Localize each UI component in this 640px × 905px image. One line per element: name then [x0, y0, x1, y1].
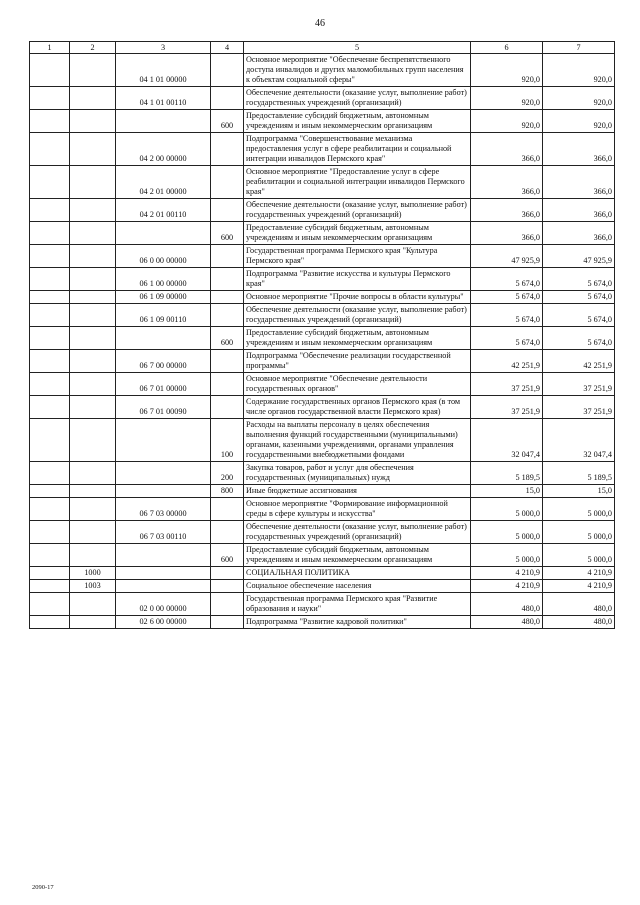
cell-c6: 366,0 — [471, 166, 543, 199]
table-row — [30, 485, 615, 498]
cell-c5: Основное мероприятие "Прочие вопросы в области культуры" — [244, 291, 471, 304]
cell-c1 — [30, 462, 70, 485]
cell-c5: Основное мероприятие "Предоставление услуг в сфере реабилитации и социальной интеграции инвалидов Пермского края" — [244, 166, 471, 199]
cell-c6: 5 000,0 — [471, 544, 543, 567]
cell-c2 — [70, 521, 116, 544]
cell-c2 — [70, 419, 116, 462]
cell-c7: 366,0 — [543, 133, 615, 166]
cell-c5: Подпрограмма "Развитие искусства и культуры Пермского края" — [244, 268, 471, 291]
footer-code: 2090-17 — [32, 884, 54, 891]
table-row — [30, 350, 615, 373]
cell-c1 — [30, 133, 70, 166]
cell-c4: 800 — [211, 485, 244, 498]
cell-c6: 47 925,9 — [471, 245, 543, 268]
cell-c5: Основное мероприятие "Формирование информационной среды в сфере культуры и искусства" — [244, 498, 471, 521]
cell-c7: 5 674,0 — [543, 291, 615, 304]
cell-c1 — [30, 291, 70, 304]
cell-c5: Подпрограмма "Обеспечение реализации государственной программы" — [244, 350, 471, 373]
table-body — [30, 54, 615, 629]
cell-c1 — [30, 544, 70, 567]
cell-c7: 480,0 — [543, 593, 615, 616]
cell-c3 — [116, 567, 211, 580]
page-number: 46 — [315, 18, 325, 29]
table-row — [30, 593, 615, 616]
table-row — [30, 567, 615, 580]
cell-c2 — [70, 373, 116, 396]
cell-c2 — [70, 327, 116, 350]
cell-c5: Расходы на выплаты персоналу в целях обеспечения выполнения функций государственными (муниципальными) органами, казенными учреждениями, органами управления государственными внебюджетными фондами — [244, 419, 471, 462]
cell-c6: 920,0 — [471, 54, 543, 87]
cell-c6: 15,0 — [471, 485, 543, 498]
cell-c7: 47 925,9 — [543, 245, 615, 268]
cell-c4 — [211, 373, 244, 396]
header-col-2: 2 — [70, 42, 116, 54]
cell-c3: 06 1 00 00000 — [116, 268, 211, 291]
cell-c7: 37 251,9 — [543, 396, 615, 419]
cell-c4 — [211, 54, 244, 87]
cell-c7: 4 210,9 — [543, 580, 615, 593]
cell-c2 — [70, 54, 116, 87]
cell-c5: Подпрограмма "Совершенствование механизма предоставления услуг в сфере реабилитации и социальной интеграции инвалидов Пермского края" — [244, 133, 471, 166]
cell-c4: 600 — [211, 222, 244, 245]
cell-c4 — [211, 304, 244, 327]
cell-c2 — [70, 110, 116, 133]
table-row — [30, 110, 615, 133]
cell-c5: Социальное обеспечение населения — [244, 580, 471, 593]
cell-c2 — [70, 462, 116, 485]
cell-c6: 5 189,5 — [471, 462, 543, 485]
cell-c6: 42 251,9 — [471, 350, 543, 373]
cell-c2 — [70, 544, 116, 567]
cell-c3: 02 0 00 00000 — [116, 593, 211, 616]
cell-c3: 02 6 00 00000 — [116, 616, 211, 629]
cell-c5: Закупка товаров, работ и услуг для обеспечения государственных (муниципальных) нужд — [244, 462, 471, 485]
cell-c1 — [30, 521, 70, 544]
header-col-3: 3 — [116, 42, 211, 54]
cell-c7: 480,0 — [543, 616, 615, 629]
header-col-7: 7 — [543, 42, 615, 54]
cell-c1 — [30, 87, 70, 110]
cell-c6: 920,0 — [471, 87, 543, 110]
cell-c1 — [30, 327, 70, 350]
cell-c3 — [116, 462, 211, 485]
cell-c2 — [70, 485, 116, 498]
cell-c2 — [70, 304, 116, 327]
cell-c1 — [30, 166, 70, 199]
cell-c4: 600 — [211, 327, 244, 350]
cell-c2 — [70, 291, 116, 304]
cell-c4 — [211, 567, 244, 580]
cell-c3: 04 1 01 00110 — [116, 87, 211, 110]
cell-c3: 06 7 01 00090 — [116, 396, 211, 419]
cell-c4: 200 — [211, 462, 244, 485]
cell-c2 — [70, 350, 116, 373]
cell-c6: 5 674,0 — [471, 327, 543, 350]
cell-c5: Предоставление субсидий бюджетным, автономным учреждениям и иным некоммерческим организациям — [244, 110, 471, 133]
table-row — [30, 304, 615, 327]
cell-c2 — [70, 199, 116, 222]
cell-c1 — [30, 485, 70, 498]
cell-c3: 04 1 01 00000 — [116, 54, 211, 87]
cell-c7: 32 047,4 — [543, 419, 615, 462]
table-row — [30, 616, 615, 629]
cell-c7: 5 000,0 — [543, 544, 615, 567]
table-row — [30, 373, 615, 396]
table-row — [30, 166, 615, 199]
cell-c3 — [116, 419, 211, 462]
cell-c3 — [116, 327, 211, 350]
cell-c4 — [211, 245, 244, 268]
cell-c1 — [30, 373, 70, 396]
table-row — [30, 199, 615, 222]
table-row — [30, 268, 615, 291]
cell-c3: 06 7 00 00000 — [116, 350, 211, 373]
cell-c2 — [70, 222, 116, 245]
cell-c4 — [211, 498, 244, 521]
cell-c5: Государственная программа Пермского края "Культура Пермского края" — [244, 245, 471, 268]
cell-c4 — [211, 199, 244, 222]
header-col-1: 1 — [30, 42, 70, 54]
cell-c5: Содержание государственных органов Пермского края (в том числе органов государственной власти Пермского края) — [244, 396, 471, 419]
table-row — [30, 54, 615, 87]
cell-c4 — [211, 521, 244, 544]
cell-c1 — [30, 567, 70, 580]
budget-table — [29, 41, 615, 629]
cell-c3: 06 1 09 00000 — [116, 291, 211, 304]
cell-c2 — [70, 396, 116, 419]
cell-c4: 600 — [211, 110, 244, 133]
cell-c5: СОЦИАЛЬНАЯ ПОЛИТИКА — [244, 567, 471, 580]
cell-c7: 5 000,0 — [543, 521, 615, 544]
header-col-5: 5 — [244, 42, 471, 54]
cell-c7: 37 251,9 — [543, 373, 615, 396]
table-row — [30, 245, 615, 268]
table-row — [30, 133, 615, 166]
cell-c3: 06 0 00 00000 — [116, 245, 211, 268]
cell-c1 — [30, 350, 70, 373]
cell-c6: 366,0 — [471, 133, 543, 166]
cell-c2 — [70, 87, 116, 110]
cell-c6: 37 251,9 — [471, 396, 543, 419]
cell-c6: 32 047,4 — [471, 419, 543, 462]
cell-c1 — [30, 616, 70, 629]
cell-c6: 5 674,0 — [471, 268, 543, 291]
cell-c7: 42 251,9 — [543, 350, 615, 373]
cell-c5: Предоставление субсидий бюджетным, автономным учреждениям и иным некоммерческим организациям — [244, 222, 471, 245]
cell-c3 — [116, 544, 211, 567]
cell-c4 — [211, 87, 244, 110]
table-row — [30, 580, 615, 593]
cell-c1 — [30, 199, 70, 222]
cell-c4 — [211, 593, 244, 616]
cell-c1 — [30, 54, 70, 87]
cell-c1 — [30, 419, 70, 462]
cell-c3: 04 2 00 00000 — [116, 133, 211, 166]
cell-c4 — [211, 616, 244, 629]
cell-c2 — [70, 593, 116, 616]
cell-c6: 366,0 — [471, 199, 543, 222]
cell-c4 — [211, 166, 244, 199]
cell-c5: Обеспечение деятельности (оказание услуг, выполнение работ) государственных учреждений (организаций) — [244, 199, 471, 222]
cell-c4 — [211, 268, 244, 291]
cell-c5: Основное мероприятие "Обеспечение деятельности государственных органов" — [244, 373, 471, 396]
cell-c4: 600 — [211, 544, 244, 567]
cell-c5: Обеспечение деятельности (оказание услуг, выполнение работ) государственных учреждений (организаций) — [244, 304, 471, 327]
cell-c4 — [211, 133, 244, 166]
cell-c4 — [211, 580, 244, 593]
cell-c1 — [30, 268, 70, 291]
table-row — [30, 498, 615, 521]
cell-c1 — [30, 304, 70, 327]
cell-c2 — [70, 133, 116, 166]
cell-c6: 920,0 — [471, 110, 543, 133]
table-row — [30, 462, 615, 485]
cell-c4 — [211, 350, 244, 373]
header-col-6: 6 — [471, 42, 543, 54]
table-row — [30, 396, 615, 419]
cell-c7: 4 210,9 — [543, 567, 615, 580]
cell-c2: 1003 — [70, 580, 116, 593]
table-row — [30, 222, 615, 245]
cell-c2 — [70, 498, 116, 521]
cell-c6: 5 674,0 — [471, 291, 543, 304]
cell-c3 — [116, 485, 211, 498]
cell-c7: 920,0 — [543, 110, 615, 133]
table-row — [30, 327, 615, 350]
cell-c3: 06 7 01 00000 — [116, 373, 211, 396]
cell-c3: 06 7 03 00000 — [116, 498, 211, 521]
cell-c7: 15,0 — [543, 485, 615, 498]
cell-c3: 06 7 03 00110 — [116, 521, 211, 544]
cell-c5: Государственная программа Пермского края "Развитие образования и науки" — [244, 593, 471, 616]
header-col-4: 4 — [211, 42, 244, 54]
table-row — [30, 521, 615, 544]
cell-c7: 920,0 — [543, 87, 615, 110]
cell-c2 — [70, 245, 116, 268]
cell-c7: 5 674,0 — [543, 327, 615, 350]
cell-c6: 4 210,9 — [471, 567, 543, 580]
cell-c2: 1000 — [70, 567, 116, 580]
cell-c1 — [30, 593, 70, 616]
cell-c5: Подпрограмма "Развитие кадровой политики" — [244, 616, 471, 629]
cell-c7: 366,0 — [543, 199, 615, 222]
cell-c1 — [30, 110, 70, 133]
cell-c1 — [30, 498, 70, 521]
cell-c6: 4 210,9 — [471, 580, 543, 593]
cell-c1 — [30, 396, 70, 419]
cell-c6: 480,0 — [471, 593, 543, 616]
cell-c4 — [211, 396, 244, 419]
table-row — [30, 87, 615, 110]
cell-c3: 04 2 01 00110 — [116, 199, 211, 222]
cell-c1 — [30, 580, 70, 593]
cell-c1 — [30, 222, 70, 245]
cell-c5: Основное мероприятие "Обеспечение беспрепятственного доступа инвалидов и других маломобильных групп населения к объектам социальной сферы" — [244, 54, 471, 87]
cell-c6: 37 251,9 — [471, 373, 543, 396]
header-row — [30, 42, 615, 54]
cell-c4 — [211, 291, 244, 304]
cell-c5: Предоставление субсидий бюджетным, автономным учреждениям и иным некоммерческим организациям — [244, 544, 471, 567]
cell-c3 — [116, 580, 211, 593]
cell-c2 — [70, 268, 116, 291]
cell-c6: 366,0 — [471, 222, 543, 245]
cell-c1 — [30, 245, 70, 268]
table-row — [30, 419, 615, 462]
cell-c7: 920,0 — [543, 54, 615, 87]
cell-c4: 100 — [211, 419, 244, 462]
cell-c5: Обеспечение деятельности (оказание услуг, выполнение работ) государственных учреждений (организаций) — [244, 521, 471, 544]
cell-c6: 5 000,0 — [471, 521, 543, 544]
cell-c6: 5 000,0 — [471, 498, 543, 521]
cell-c2 — [70, 616, 116, 629]
cell-c6: 5 674,0 — [471, 304, 543, 327]
cell-c7: 5 674,0 — [543, 304, 615, 327]
cell-c2 — [70, 166, 116, 199]
cell-c7: 5 189,5 — [543, 462, 615, 485]
cell-c5: Обеспечение деятельности (оказание услуг, выполнение работ) государственных учреждений (организаций) — [244, 87, 471, 110]
cell-c5: Иные бюджетные ассигнования — [244, 485, 471, 498]
cell-c3: 04 2 01 00000 — [116, 166, 211, 199]
cell-c3 — [116, 110, 211, 133]
cell-c5: Предоставление субсидий бюджетным, автономным учреждениям и иным некоммерческим организациям — [244, 327, 471, 350]
cell-c7: 5 000,0 — [543, 498, 615, 521]
cell-c7: 5 674,0 — [543, 268, 615, 291]
cell-c7: 366,0 — [543, 222, 615, 245]
table-row — [30, 544, 615, 567]
cell-c6: 480,0 — [471, 616, 543, 629]
cell-c7: 366,0 — [543, 166, 615, 199]
cell-c3: 06 1 09 00110 — [116, 304, 211, 327]
cell-c3 — [116, 222, 211, 245]
table-row — [30, 291, 615, 304]
